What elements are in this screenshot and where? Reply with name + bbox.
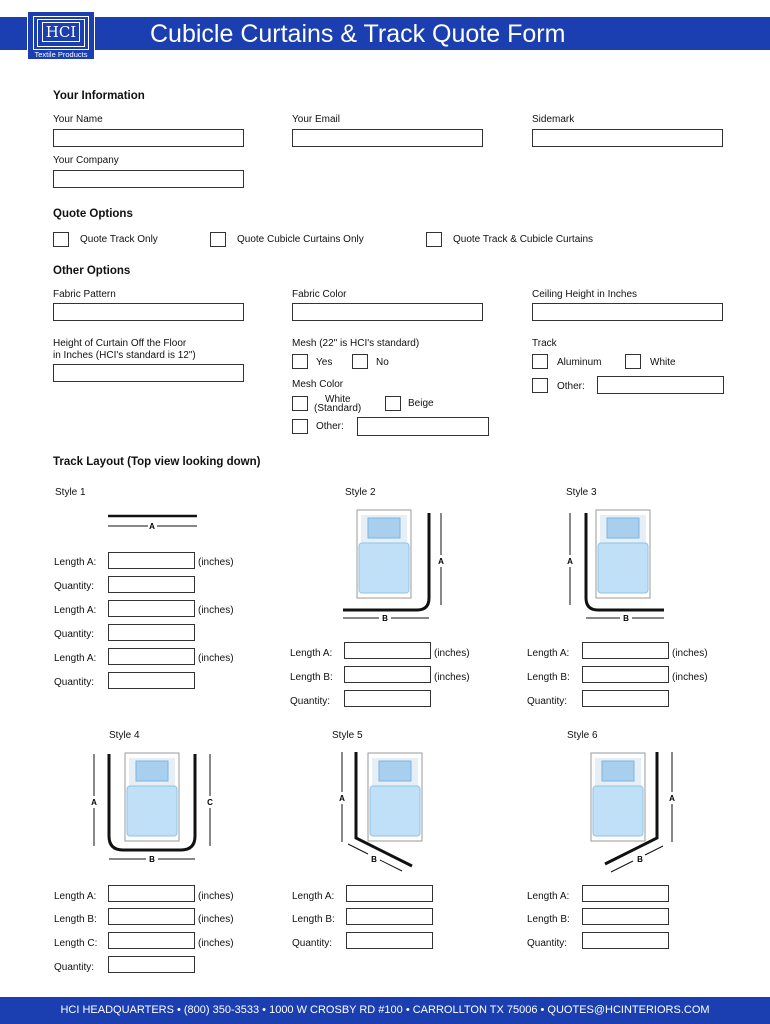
style-1-quantity-input-2[interactable] [108,624,195,641]
style-1-inches-1: (inches) [198,557,234,568]
style-2-label: Style 2 [345,487,376,498]
mesh-no-checkbox[interactable] [352,354,368,369]
style-2-dim-a: A [438,557,444,566]
quote-curtains-only-checkbox[interactable] [210,232,226,247]
style-6-quantity-label: Quantity: [527,938,568,949]
track-layout-heading: Track Layout (Top view looking down) [53,456,261,468]
your-name-input[interactable] [53,129,244,147]
mesh-white-standard-label: (Standard) [314,403,362,414]
style-1-quantity-input-1[interactable] [108,576,195,593]
quote-options-heading: Quote Options [53,208,133,220]
your-email-input[interactable] [292,129,483,147]
style-4-length-c-input[interactable] [108,932,195,949]
style-3-label: Style 3 [566,487,597,498]
style-2-quantity-input[interactable] [344,690,431,707]
style-4-length-c-label: Length C: [54,938,98,949]
style-2-diagram [335,505,455,625]
your-email-label: Your Email [292,114,340,125]
track-other-checkbox[interactable] [532,378,548,393]
style-3-quantity-input[interactable] [582,690,669,707]
style-5-length-b-label: Length B: [292,914,335,925]
style-1-length-a-label-3: Length A: [54,653,97,664]
style-2-length-b-input[interactable] [344,666,431,683]
style-1-diagram [105,510,201,534]
style-1-length-a-input-1[interactable] [108,552,195,569]
style-5-dim-a: A [339,794,345,803]
mesh-other-label: Other: [316,421,344,432]
style-1-quantity-label-1: Quantity: [54,581,95,592]
bed-icon [596,510,650,598]
quote-track-and-curtains-label: Quote Track & Cubicle Curtains [453,234,594,245]
quote-track-only-checkbox[interactable] [53,232,69,247]
style-4-length-b-input[interactable] [108,908,195,925]
style-4-dim-b: B [149,855,155,864]
style-2-length-b-label: Length B: [290,672,333,683]
style-5-diagram [330,748,440,873]
style-2-length-a-inches: (inches) [434,648,470,659]
style-2-length-a-label: Length A: [290,648,333,659]
style-5-dim-b: B [371,855,377,864]
style-3-length-b-label: Length B: [527,672,570,683]
track-aluminum-label: Aluminum [557,357,602,368]
other-options-heading: Other Options [53,265,131,277]
bed-icon [125,753,179,841]
mesh-white-checkbox[interactable] [292,396,308,411]
style-5-length-a-input[interactable] [346,885,433,902]
mesh-beige-label: Beige [408,398,434,409]
hci-logo [27,11,95,60]
curtain-height-label-line1: Height of Curtain Off the Floor [53,338,187,349]
sidemark-label: Sidemark [532,114,575,125]
page-title: Cubicle Curtains & Track Quote Form [150,20,566,48]
style-6-dim-a: A [669,794,675,803]
style-1-length-a-input-3[interactable] [108,648,195,665]
style-4-length-a-input[interactable] [108,885,195,902]
quote-curtains-only-label: Quote Cubicle Curtains Only [237,234,364,245]
style-4-quantity-label: Quantity: [54,962,95,973]
style-1-inches-3: (inches) [198,653,234,664]
style-1-inches-2: (inches) [198,605,234,616]
style-4-length-b-inches: (inches) [198,914,234,925]
style-4-quantity-input[interactable] [108,956,195,973]
style-5-length-a-label: Length A: [292,891,335,902]
style-1-quantity-input-3[interactable] [108,672,195,689]
style-4-length-a-label: Length A: [54,891,97,902]
style-4-dim-c: C [207,798,213,807]
logo-subtitle: Textile Products [34,50,88,59]
style-5-length-b-input[interactable] [346,908,433,925]
track-aluminum-checkbox[interactable] [532,354,548,369]
track-white-label: White [650,357,676,368]
style-3-length-b-input[interactable] [582,666,669,683]
curtain-height-input[interactable] [53,364,244,382]
curtain-height-label-line2: in Inches (HCI's standard is 12") [53,350,196,361]
track-other-label: Other: [557,381,585,392]
footer-bar: HCI HEADQUARTERS • (800) 350-3533 • 1000 W CROSBY RD #100 • CARROLLTON TX 75006 • QUOTES@HCINTERIORS.COM [0,997,770,1024]
style-3-dim-a: A [567,557,573,566]
ceiling-height-input[interactable] [532,303,723,321]
style-2-length-a-input[interactable] [344,642,431,659]
style-4-length-b-label: Length B: [54,914,97,925]
style-1-dim-a: A [149,522,155,531]
your-information-heading: Your Information [53,90,145,102]
fabric-pattern-label: Fabric Pattern [53,289,116,300]
style-3-length-a-label: Length A: [527,648,570,659]
style-1-quantity-label-2: Quantity: [54,629,95,640]
style-3-length-a-input[interactable] [582,642,669,659]
mesh-yes-label: Yes [316,357,333,368]
fabric-pattern-input[interactable] [53,303,244,321]
style-5-label: Style 5 [332,730,363,741]
mesh-color-label: Mesh Color [292,379,344,390]
style-4-length-a-inches: (inches) [198,891,234,902]
mesh-beige-checkbox[interactable] [385,396,401,411]
your-company-input[interactable] [53,170,244,188]
your-company-label: Your Company [53,155,119,166]
style-1-quantity-label-3: Quantity: [54,677,95,688]
style-3-length-a-inches: (inches) [672,648,708,659]
track-other-input[interactable] [597,376,724,394]
style-6-diagram [575,748,685,873]
sidemark-input[interactable] [532,129,723,147]
quote-track-and-curtains-checkbox[interactable] [426,232,442,247]
style-6-length-a-label: Length A: [527,891,570,902]
style-5-quantity-input[interactable] [346,932,433,949]
fabric-color-input[interactable] [292,303,483,321]
style-4-diagram [85,748,225,868]
style-1-length-a-input-2[interactable] [108,600,195,617]
mesh-label: Mesh (22" is HCI's standard) [292,338,420,349]
logo-mark: HCI [42,22,80,42]
track-white-checkbox[interactable] [625,354,641,369]
bed-icon [357,510,411,598]
mesh-other-input[interactable] [357,417,489,436]
track-label: Track [532,338,557,349]
quote-track-only-label: Quote Track Only [80,234,158,245]
mesh-yes-checkbox[interactable] [292,354,308,369]
style-4-label: Style 4 [109,730,140,741]
style-3-quantity-label: Quantity: [527,696,568,707]
style-4-length-c-inches: (inches) [198,938,234,949]
ceiling-height-label: Ceiling Height in Inches [532,289,638,300]
style-5-quantity-label: Quantity: [292,938,333,949]
style-6-length-b-input[interactable] [582,908,669,925]
style-3-diagram [560,505,670,625]
style-2-dim-b: B [382,614,388,623]
bed-icon [591,753,645,841]
style-2-quantity-label: Quantity: [290,696,331,707]
style-2-length-b-inches: (inches) [434,672,470,683]
mesh-no-label: No [376,357,389,368]
style-1-label: Style 1 [55,487,86,498]
style-6-length-a-input[interactable] [582,885,669,902]
mesh-white-label: White [325,394,351,405]
style-6-dim-b: B [637,855,643,864]
your-name-label: Your Name [53,114,103,125]
fabric-color-label: Fabric Color [292,289,347,300]
style-6-length-b-label: Length B: [527,914,570,925]
style-3-length-b-inches: (inches) [672,672,708,683]
style-6-label: Style 6 [567,730,598,741]
style-3-dim-b: B [623,614,629,623]
mesh-other-checkbox[interactable] [292,419,308,434]
style-6-quantity-input[interactable] [582,932,669,949]
bed-icon [368,753,422,841]
style-1-length-a-label-2: Length A: [54,605,97,616]
style-4-dim-a: A [91,798,97,807]
style-1-length-a-label-1: Length A: [54,557,97,568]
